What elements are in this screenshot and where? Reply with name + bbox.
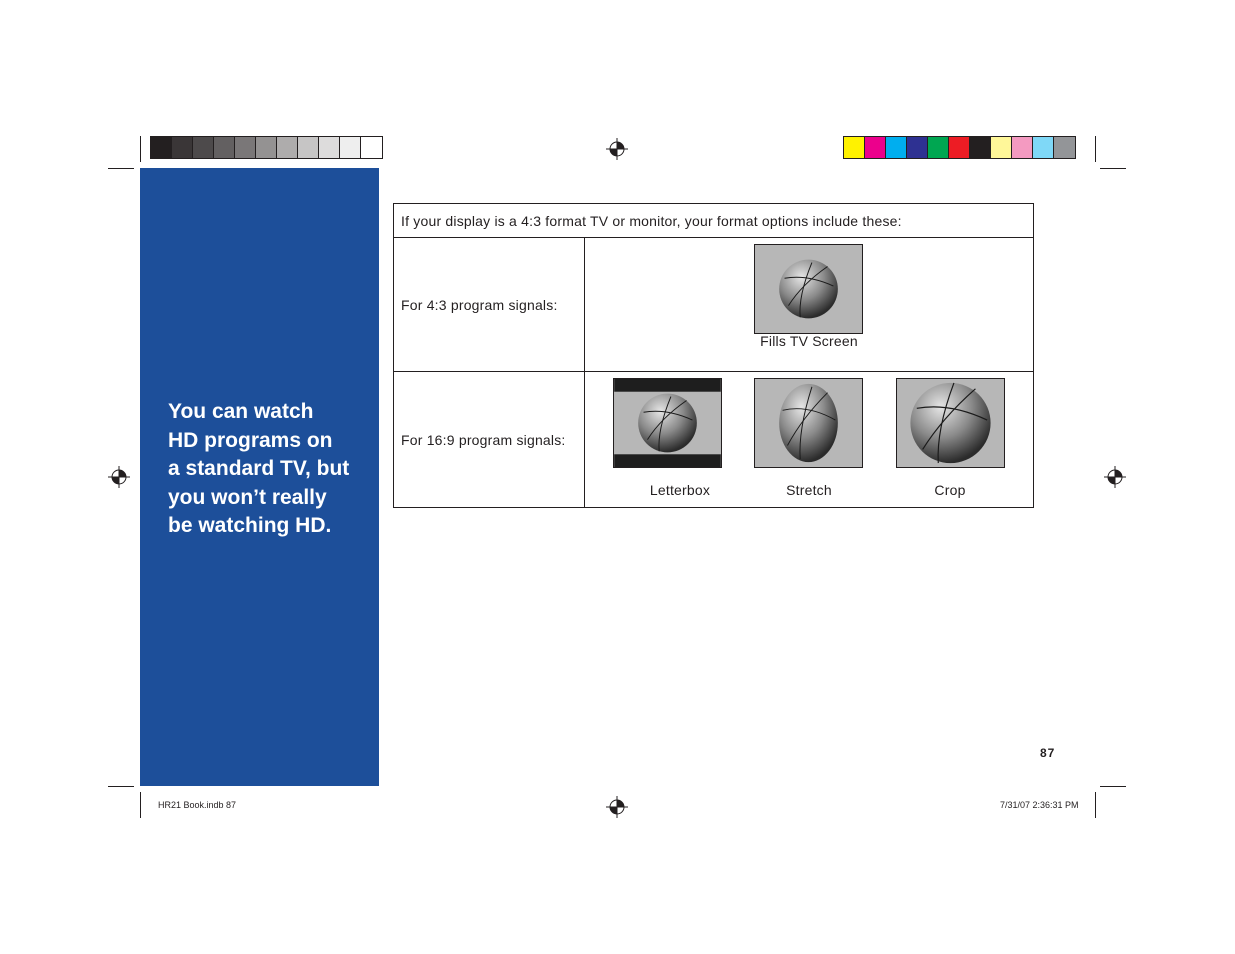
registration-mark-icon bbox=[1104, 466, 1126, 488]
crop-mark bbox=[1095, 136, 1096, 162]
quote-line: be watching HD. bbox=[168, 514, 332, 537]
row-label: For 16:9 program signals: bbox=[394, 372, 585, 507]
sidebar-panel bbox=[140, 168, 379, 786]
color-swatch bbox=[214, 137, 235, 158]
grayscale-swatch-strip bbox=[150, 136, 383, 159]
registration-mark-icon bbox=[108, 466, 130, 488]
color-swatch bbox=[991, 137, 1012, 158]
color-swatch bbox=[865, 137, 886, 158]
slug-file-info: HR21 Book.indb 87 bbox=[158, 800, 237, 810]
quote-line: you won’t really bbox=[168, 485, 327, 509]
basketball-fill-icon bbox=[754, 244, 863, 334]
registration-mark-icon bbox=[606, 796, 628, 818]
quote-line: HD programs on bbox=[168, 428, 333, 452]
option-caption: Fills TV Screen bbox=[760, 333, 858, 349]
page-number: 87 bbox=[1040, 746, 1056, 760]
crop-mark bbox=[140, 136, 141, 162]
crop-mark bbox=[108, 168, 134, 169]
color-swatch bbox=[235, 137, 256, 158]
table-header: If your display is a 4:3 format TV or monitor, your format options include these: bbox=[394, 204, 1033, 238]
color-swatch bbox=[319, 137, 340, 158]
color-swatch bbox=[907, 137, 928, 158]
quote-line: You can watch bbox=[168, 400, 314, 423]
basketball-stretch-icon bbox=[754, 378, 863, 468]
color-swatch bbox=[361, 137, 382, 158]
color-swatch bbox=[256, 137, 277, 158]
color-swatch bbox=[340, 137, 361, 158]
color-swatch-strip bbox=[843, 136, 1076, 159]
color-swatch bbox=[844, 137, 865, 158]
color-swatch bbox=[193, 137, 214, 158]
format-options-table bbox=[393, 203, 1034, 508]
color-swatch bbox=[172, 137, 193, 158]
crop-mark bbox=[1100, 786, 1126, 787]
color-swatch bbox=[949, 137, 970, 158]
color-swatch bbox=[151, 137, 172, 158]
color-swatch bbox=[928, 137, 949, 158]
table-row bbox=[394, 372, 1033, 507]
crop-mark bbox=[108, 786, 134, 787]
basketball-letterbox-icon bbox=[613, 378, 722, 468]
basketball-crop-icon bbox=[896, 378, 1005, 468]
crop-mark bbox=[140, 792, 141, 818]
table-row bbox=[394, 238, 1033, 372]
color-swatch bbox=[277, 137, 298, 158]
option-caption: Stretch bbox=[786, 482, 832, 498]
color-swatch bbox=[298, 137, 319, 158]
crop-mark bbox=[1100, 168, 1126, 169]
color-swatch bbox=[1054, 137, 1075, 158]
color-swatch bbox=[1012, 137, 1033, 158]
color-swatch bbox=[886, 137, 907, 158]
slug-timestamp: 7/31/07 2:36:31 PM bbox=[1000, 800, 1079, 810]
crop-mark bbox=[1095, 792, 1096, 818]
sidebar-pull-quote bbox=[168, 398, 373, 541]
color-swatch bbox=[970, 137, 991, 158]
quote-line: a standard TV, but bbox=[168, 457, 350, 480]
option-caption: Crop bbox=[934, 482, 966, 498]
row-label: For 4:3 program signals: bbox=[394, 238, 585, 371]
registration-mark-icon bbox=[606, 138, 628, 160]
option-caption: Letterbox bbox=[649, 482, 711, 498]
color-swatch bbox=[1033, 137, 1054, 158]
